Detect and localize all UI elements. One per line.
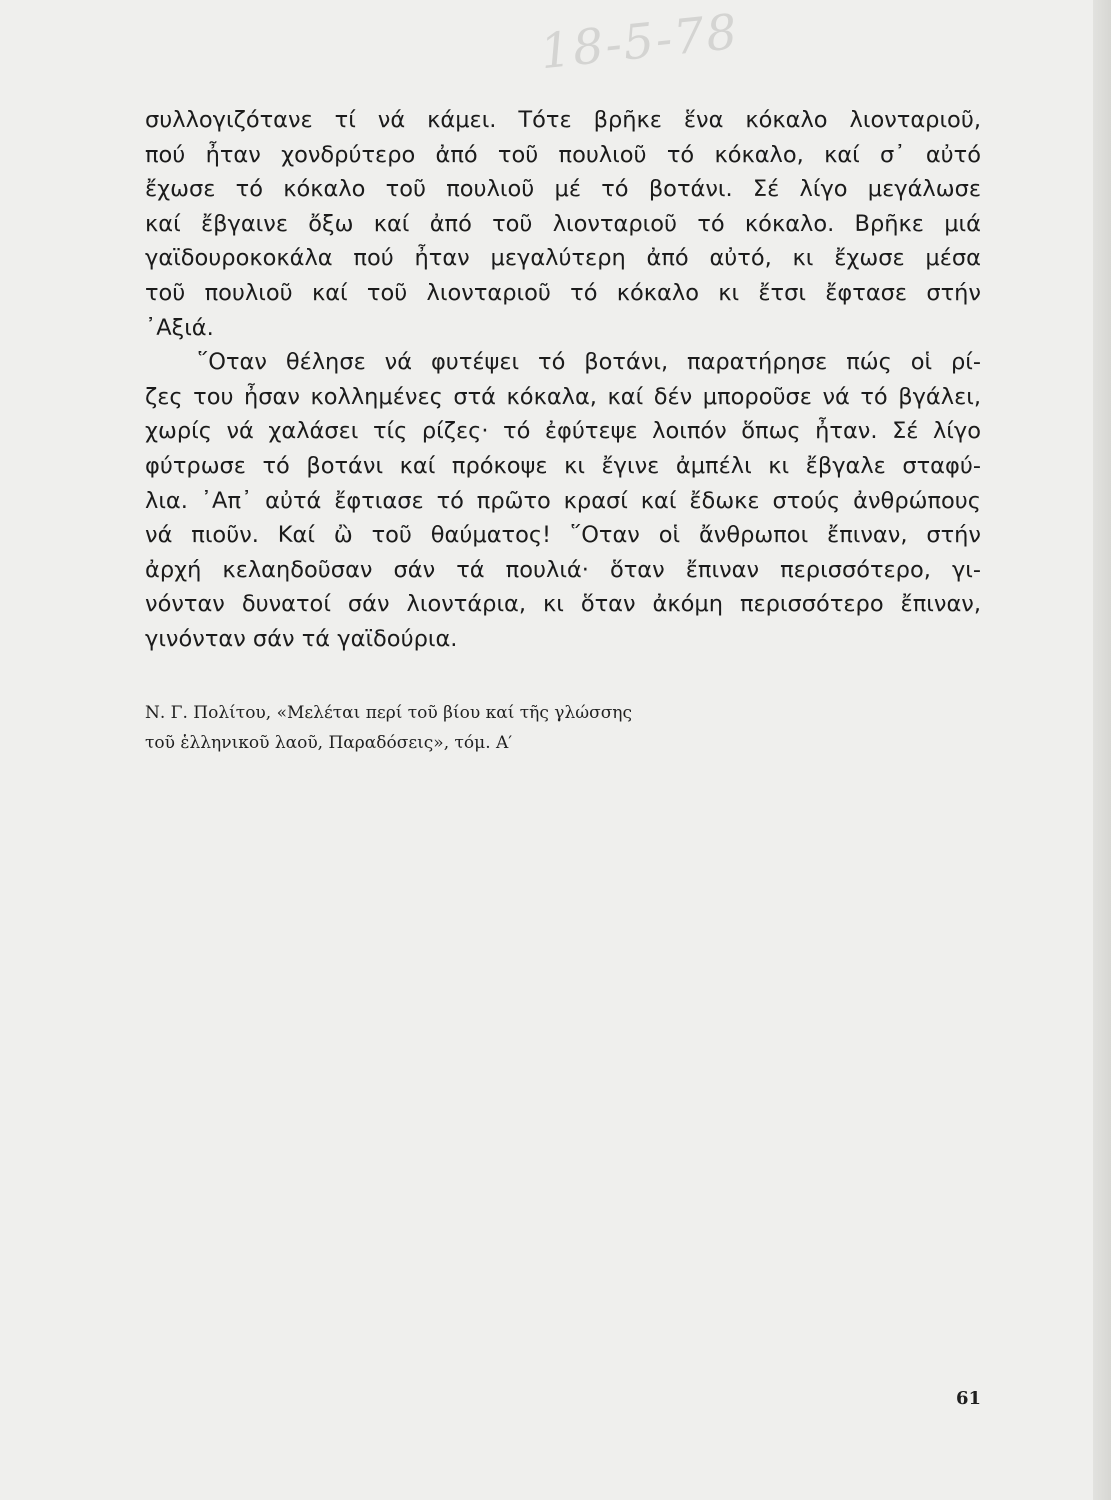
text-line: χωρίς νά χαλάσει τίς ρίζες· τό ἐφύτεψε λοιπόν ὅπως ἦταν. Σέ λίγο — [145, 418, 981, 445]
text-line: ζες του ἦσαν κολλημένες στά κόκαλα, καί δέν μποροῦσε νά τό βγάλει, — [145, 383, 981, 410]
text-line: νά πιοῦν. Καί ὢ τοῦ θαύματος! ῞Οταν οἱ ἄνθρωποι ἔπιναν, στήν — [145, 522, 981, 549]
text-line: ἔχωσε τό κόκαλο τοῦ πουλιοῦ μέ τό βοτάνι. Σέ λίγο μεγάλωσε — [145, 176, 981, 203]
text-line: πού ἦταν χονδρύτερο ἀπό τοῦ πουλιοῦ τό κόκαλο, καί σ᾿ αὐτό — [145, 141, 981, 168]
text-line: καί ἔβγαινε ὄξω καί ἀπό τοῦ λιονταριοῦ τό κόκαλο. Βρῆκε μιά — [145, 210, 981, 237]
text-line: ῞Οταν θέλησε νά φυτέψει τό βοτάνι, παρατήρησε πώς οἱ ρί- — [197, 349, 981, 376]
main-text — [145, 103, 981, 657]
paragraph-2 — [145, 345, 981, 656]
text-line: ᾿Αξιά. — [145, 314, 214, 341]
source-citation — [145, 698, 981, 758]
page-number: 61 — [955, 1388, 981, 1409]
paragraph-1 — [145, 103, 981, 345]
handwritten-date-note: 18-5-78 — [537, 3, 742, 81]
citation-line-1: Ν. Γ. Πολίτου, «Μελέται περί τοῦ βίου καί τῆς γλώσσης — [145, 703, 633, 723]
text-line: λια. ᾿Απ᾿ αὐτά ἔφτιασε τό πρῶτο κρασί καί ἔδωκε στούς ἀνθρώπους — [145, 487, 981, 514]
text-line: συλλογιζότανε τί νά κάμει. Τότε βρῆκε ἕνα κόκαλο λιονταριοῦ, — [145, 107, 981, 133]
text-line: φύτρωσε τό βοτάνι καί πρόκοψε κι ἔγινε ἀμπέλι κι ἔβγαλε σταφύ- — [145, 452, 981, 479]
text-line: γινόνταν σάν τά γαϊδούρια. — [145, 625, 458, 652]
text-line: τοῦ πουλιοῦ καί τοῦ λιονταριοῦ τό κόκαλο κι ἔτσι ἔφτασε στήν — [145, 279, 981, 306]
text-line: γαϊδουροκοκάλα πού ἦταν μεγαλύτερη ἀπό αὐτό, κι ἔχωσε μέσα — [145, 245, 981, 272]
text-line: νόνταν δυνατοί σάν λιοντάρια, κι ὅταν ἀκόμη περισσότερο ἔπιναν, — [145, 591, 981, 618]
citation-line-2: τοῦ ἑλληνικοῦ λαοῦ, Παραδόσεις», τόμ. Α′ — [145, 733, 513, 753]
page-edge-shadow — [1093, 0, 1111, 1500]
text-line: ἀρχή κελαηδοῦσαν σάν τά πουλιά· ὅταν ἔπιναν περισσότερο, γι- — [145, 556, 981, 583]
